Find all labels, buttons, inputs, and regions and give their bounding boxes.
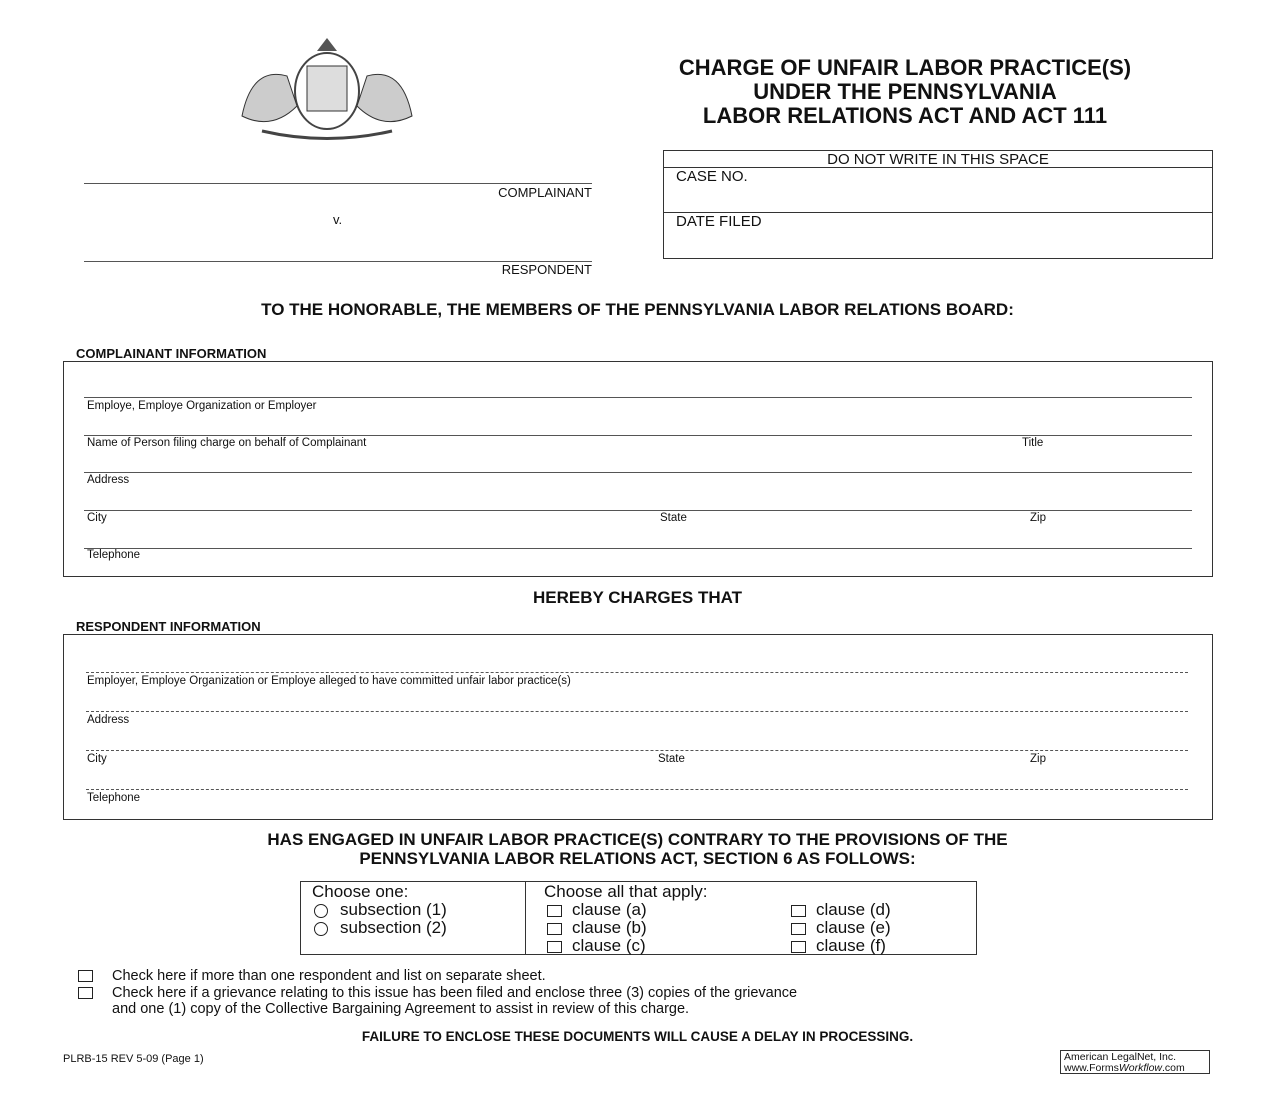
vendor-name: American LegalNet, Inc. <box>1064 1051 1177 1063</box>
engaged-line-2: PENNSYLVANIA LABOR RELATIONS ACT, SECTION 6 AS FOLLOWS: <box>359 849 916 868</box>
checkbox-clause-e[interactable] <box>791 919 891 937</box>
label: City <box>87 753 107 765</box>
label: Check here if more than one respondent and list on separate sheet. <box>112 968 546 984</box>
choose-all-label: Choose all that apply: <box>544 882 708 901</box>
label: clause (b) <box>572 918 647 937</box>
choice-table <box>300 881 977 955</box>
label: clause (f) <box>816 936 886 955</box>
label: Employer, Employe Organization or Employe alleged to have committed unfair labor practice(s) <box>87 675 571 687</box>
checkbox-icon <box>791 941 806 953</box>
checkbox-icon <box>547 923 562 935</box>
versus-label: v. <box>333 212 343 227</box>
complainant-address-input[interactable] <box>84 472 1192 473</box>
label: clause (c) <box>572 936 646 955</box>
label: Address <box>87 714 130 726</box>
label: State <box>660 512 687 524</box>
label: Employe, Employe Organization or Employer <box>87 400 317 412</box>
title-line-1: CHARGE OF UNFAIR LABOR PRACTICE(S) <box>678 55 1132 80</box>
complainant-person-input[interactable] <box>84 435 1192 436</box>
form-title <box>560 56 1250 128</box>
label: .com <box>1162 1062 1185 1074</box>
checkbox-clause-f[interactable] <box>791 937 886 955</box>
complainant-line[interactable] <box>84 183 592 184</box>
complainant-label: COMPLAINANT <box>498 185 592 200</box>
checkbox-multiple-respondents[interactable] <box>78 968 797 985</box>
radio-icon <box>314 904 328 918</box>
office-use-heading: DO NOT WRITE IN THIS SPACE <box>664 151 1212 168</box>
checkbox-icon <box>78 970 93 982</box>
label: clause (a) <box>572 900 647 919</box>
label: City <box>87 512 107 524</box>
complainant-info-heading: COMPLAINANT INFORMATION <box>76 346 267 361</box>
label: www.Forms <box>1064 1062 1119 1074</box>
office-use-box <box>663 150 1213 259</box>
vendor-url <box>1064 1063 1206 1074</box>
radio-icon <box>314 922 328 936</box>
checkbox-clause-d[interactable] <box>791 901 891 919</box>
checkbox-clause-a[interactable] <box>547 901 647 919</box>
label: and one (1) copy of the Collective Bargaining Agreement to assist in review of this charge. <box>112 1001 690 1017</box>
vendor-box <box>1060 1050 1210 1074</box>
complainant-city-state-zip-input[interactable] <box>84 510 1192 511</box>
label: clause (d) <box>816 900 891 919</box>
checkbox-icon <box>791 905 806 917</box>
checkbox-grievance-filed[interactable] <box>78 985 797 1002</box>
label: Address <box>87 474 130 486</box>
checkbox-clause-b[interactable] <box>547 919 647 937</box>
respondent-address-input[interactable] <box>86 711 1188 712</box>
checkbox-icon <box>78 987 93 999</box>
radio-subsection-1[interactable] <box>314 901 447 919</box>
complainant-employer-input[interactable] <box>84 397 1192 398</box>
respondent-info-heading: RESPONDENT INFORMATION <box>76 619 261 634</box>
pennsylvania-seal <box>222 36 432 146</box>
choose-one-label: Choose one: <box>312 882 409 901</box>
title-line-3: LABOR RELATIONS ACT AND ACT 111 <box>702 103 1108 128</box>
checkbox-clause-c[interactable] <box>547 937 646 955</box>
warning-text: FAILURE TO ENCLOSE THESE DOCUMENTS WILL CAUSE A DELAY IN PROCESSING. <box>361 1029 914 1044</box>
engaged-line-1: HAS ENGAGED IN UNFAIR LABOR PRACTICE(S) CONTRARY TO THE PROVISIONS OF THE <box>267 830 1008 849</box>
label: Zip <box>1030 512 1046 524</box>
charges-heading: HEREBY CHARGES THAT <box>532 588 743 607</box>
form-id: PLRB-15 REV 5-09 (Page 1) <box>63 1053 204 1065</box>
label: Check here if a grievance relating to this issue has been filed and enclose three (3) copies of the grievance <box>112 984 798 1001</box>
respondent-telephone-input[interactable] <box>86 789 1188 790</box>
label: subsection (2) <box>340 918 447 937</box>
label: Name of Person filing charge on behalf of Complainant <box>87 437 367 449</box>
respondent-label: RESPONDENT <box>501 262 592 277</box>
label: Telephone <box>87 549 141 561</box>
case-no-field: CASE NO. <box>664 168 1212 213</box>
label: subsection (1) <box>340 900 447 919</box>
label: Title <box>1022 437 1044 449</box>
date-filed-field: DATE FILED <box>676 213 762 230</box>
complainant-info-box <box>63 361 1213 577</box>
label: State <box>658 753 685 765</box>
engaged-heading <box>0 830 1275 868</box>
checkbox-icon <box>791 923 806 935</box>
complainant-telephone-input[interactable] <box>84 548 1192 549</box>
additional-checks <box>78 968 797 1018</box>
radio-subsection-2[interactable] <box>314 919 447 937</box>
respondent-employer-input[interactable] <box>86 672 1188 673</box>
label: Telephone <box>87 792 141 804</box>
title-line-2: UNDER THE PENNSYLVANIA <box>753 79 1057 104</box>
checkbox-icon <box>547 941 562 953</box>
label: clause (e) <box>816 918 891 937</box>
salutation: TO THE HONORABLE, THE MEMBERS OF THE PENNSYLVANIA LABOR RELATIONS BOARD: <box>261 300 1014 319</box>
label: Workflow <box>1118 1062 1163 1074</box>
respondent-city-state-zip-input[interactable] <box>86 750 1188 751</box>
checkbox-icon <box>547 905 562 917</box>
respondent-info-box <box>63 634 1213 820</box>
label: Zip <box>1030 753 1046 765</box>
